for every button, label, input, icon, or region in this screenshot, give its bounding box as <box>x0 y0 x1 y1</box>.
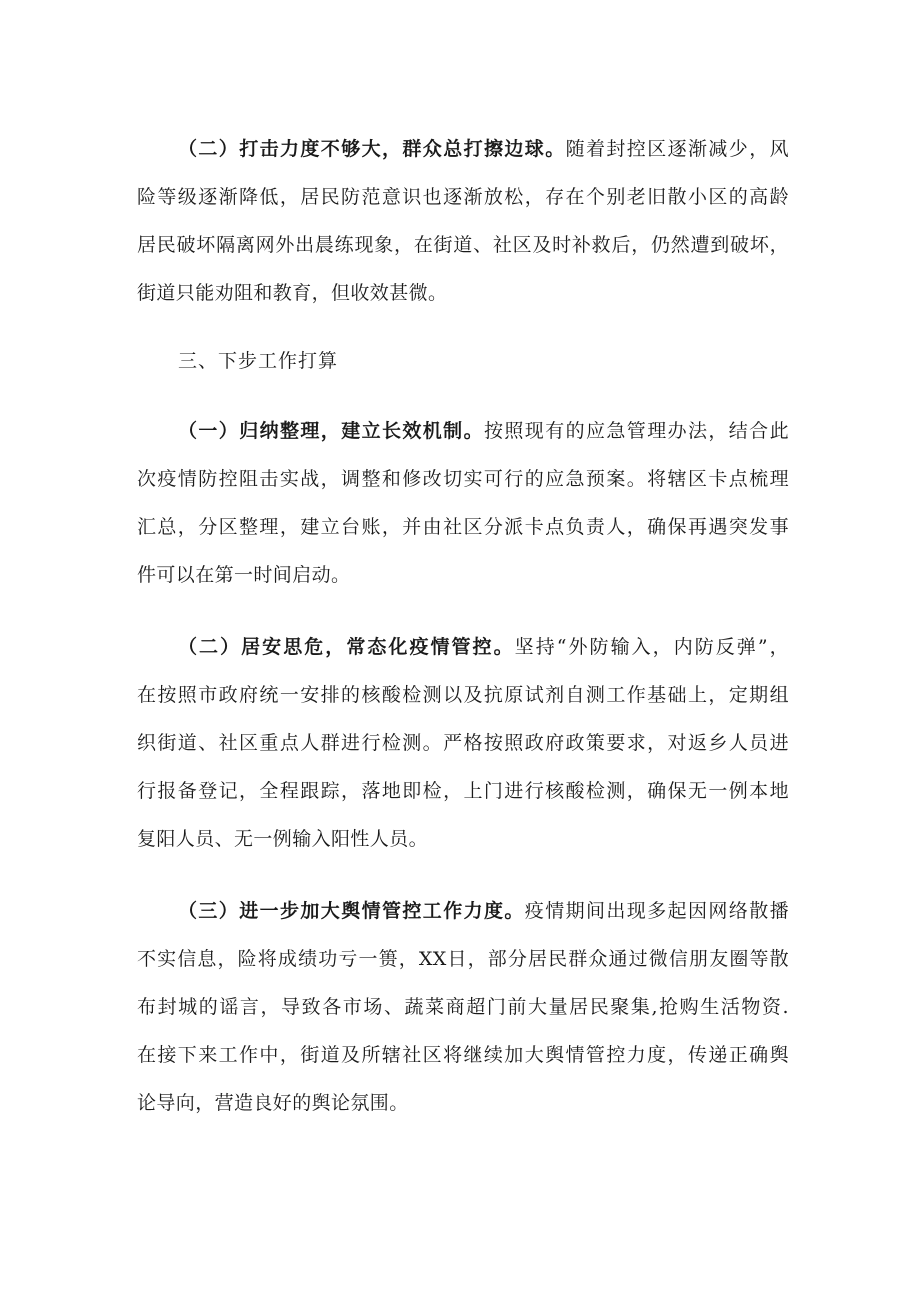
paragraph-heading: （二）居安思危，常态化疫情管控。 <box>178 636 515 658</box>
paragraph-line: 居民破坏隔离网外出晨练现象，在街道、社区及时补救后，仍然遭到破坏， <box>137 234 789 256</box>
paragraph-line: 论导向，营造良好的舆论氛围。 <box>137 1092 409 1114</box>
paragraph-text: 坚持“外防输入，内防反弹”， <box>514 636 789 658</box>
paragraph-line: 织街道、社区重点人群进行检测。严格按照政府政策要求，对返乡人员进 <box>137 732 789 754</box>
paragraph-line: 复阳人员、无一例输入阳性人员。 <box>137 828 429 850</box>
section-title: 三、下步工作打算 <box>178 350 339 372</box>
paragraph-text: 按照现有的应急管理办法，结合此 <box>484 420 789 442</box>
paragraph-line: 次疫情防控阻击实战，调整和修改切实可行的应急预案。将辖区卡点梳理 <box>137 468 789 490</box>
paragraph-line: 街道只能劝阻和教育，但收效甚微。 <box>137 282 448 304</box>
paragraph-heading: （三）进一步加大舆情管控工作力度。 <box>178 900 525 922</box>
paragraph-line <box>178 418 789 444</box>
paragraph-heading: （一）归纳整理，建立长效机制。 <box>178 420 484 442</box>
paragraph-heading: （二）打击力度不够大，群众总打擦边球。 <box>178 138 566 160</box>
paragraph-line <box>178 898 789 924</box>
paragraph-line <box>178 136 789 162</box>
paragraph-line <box>178 634 789 660</box>
paragraph-line: 汇总，分区整理，建立台账，并由社区分派卡点负责人，确保再遇突发事 <box>137 516 789 538</box>
paragraph-line: 险等级逐渐降低，居民防范意识也逐渐放松，存在个别老旧散小区的高龄 <box>137 186 789 208</box>
paragraph-text: 疫情期间出现多起因网络散播 <box>524 900 789 922</box>
paragraph-line: 不实信息，险将成绩功亏一篑，XX日，部分居民群众通过微信朋友圈等散 <box>137 948 789 970</box>
paragraph-line: 在按照市政府统一安排的核酸检测以及抗原试剂自测工作基础上，定期组 <box>137 684 789 706</box>
paragraph-text: 随着封控区逐渐减少，风 <box>565 138 789 160</box>
paragraph-line: 行报备登记，全程跟踪，落地即检，上门进行核酸检测，确保无一例本地 <box>137 780 789 802</box>
paragraph-line: 布封城的谣言，导致各市场、蔬菜商超门前大量居民聚集,抢购生活物资. <box>137 996 789 1018</box>
paragraph-line: 件可以在第一时间启动。 <box>137 564 351 586</box>
paragraph-line: 在接下来工作中，街道及所辖社区将继续加大舆情管控力度，传递正确舆 <box>137 1044 789 1066</box>
